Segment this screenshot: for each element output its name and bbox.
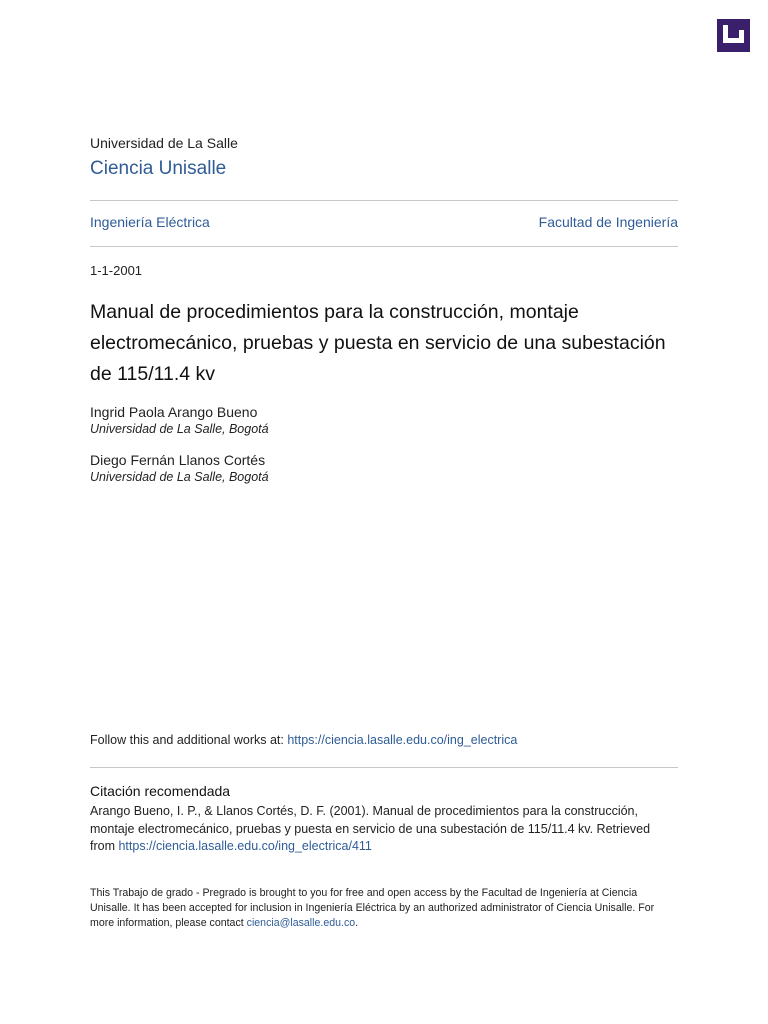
footer-end: . — [355, 917, 359, 929]
publication-date: 1-1-2001 — [90, 263, 143, 278]
repository-link[interactable]: Ciencia Unisalle — [90, 158, 227, 179]
citation-body — [90, 803, 678, 856]
footer-text: This Trabajo de grado - Pregrado is brought to you for free and open access by the Facultad de Ingeniería at Ciencia Unisalle. It has been accepted for inclusion in Ingeniería Eléctrica by an authorized administrator of Ciencia Unisalle. For more information, please contact — [90, 887, 655, 929]
citation-heading: Citación recomendada — [90, 783, 231, 799]
citation-text: Arango Bueno, I. P., & Llanos Cortés, D. F. (2001). Manual de procedimientos para la construcción, montaje electromecánico, pruebas y puesta en servicio de una subestación de 115/11.4 kv. Retrieved from — [90, 804, 651, 853]
follow-line — [90, 733, 678, 747]
collection-link[interactable]: Ingeniería Eléctrica — [90, 214, 210, 230]
divider — [90, 246, 678, 247]
document-title: Manual de procedimientos para la construcción, montaje electromecánico, pruebas y puesta en servicio de una subestación de 115/11.4 kv — [90, 301, 666, 385]
follow-text: Follow this and additional works at: — [90, 733, 288, 747]
author-affiliation: Universidad de La Salle, Bogotá — [90, 422, 269, 436]
unisalle-logo-icon[interactable] — [717, 19, 750, 52]
divider — [90, 200, 678, 201]
author-entry — [90, 451, 678, 486]
contact-email-link[interactable]: ciencia@lasalle.edu.co — [246, 917, 356, 929]
author-name: Ingrid Paola Arango Bueno — [90, 404, 258, 420]
author-entry — [90, 403, 678, 438]
collection-row — [90, 214, 678, 230]
author-affiliation: Universidad de La Salle, Bogotá — [90, 470, 269, 484]
divider — [90, 767, 678, 768]
institution-name: Universidad de La Salle — [90, 135, 238, 151]
follow-url-link[interactable]: https://ciencia.lasalle.edu.co/ing_electrica — [287, 733, 518, 747]
footer-note — [90, 886, 678, 931]
faculty-link[interactable]: Facultad de Ingeniería — [538, 214, 678, 230]
citation-url-link[interactable]: https://ciencia.lasalle.edu.co/ing_electrica/411 — [118, 839, 372, 853]
author-name: Diego Fernán Llanos Cortés — [90, 452, 266, 468]
